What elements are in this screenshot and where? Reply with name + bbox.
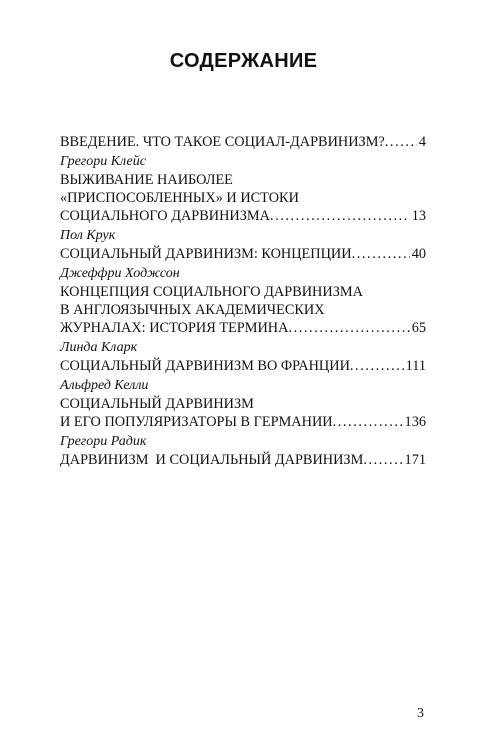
- toc-entry-title: СОЦИАЛЬНЫЙ ДАРВИНИЗМ: [60, 396, 254, 412]
- toc-author: Грегори Клейс: [60, 154, 146, 169]
- toc-page-number: 13: [411, 208, 426, 224]
- toc-author: Пол Крук: [60, 228, 116, 243]
- dot-leader: [385, 133, 417, 151]
- toc-page-number: 40: [411, 246, 426, 262]
- toc-entry: [60, 265, 426, 337]
- toc-page-number: 171: [404, 452, 426, 468]
- page-number: 3: [417, 706, 424, 721]
- dot-leader: [333, 413, 403, 431]
- toc-entry: [60, 339, 426, 375]
- toc-entry-title: «ПРИСПОСОБЛЕННЫХ» И ИСТОКИ: [60, 190, 299, 206]
- toc-entry-title: СОЦИАЛЬНОГО ДАРВИНИЗМА: [60, 208, 270, 224]
- toc-entry-title: ВВЕДЕНИЕ. ЧТО ТАКОЕ СОЦИАЛ-ДАРВИНИЗМ?: [60, 134, 385, 150]
- toc-page-number: 4: [418, 134, 426, 150]
- toc-entry-title-line: [60, 357, 426, 375]
- dot-leader: [350, 357, 404, 375]
- toc-page-number: 111: [405, 358, 426, 374]
- toc-author: Линда Кларк: [60, 340, 138, 355]
- toc-author: Джеффри Ходжсон: [60, 266, 180, 281]
- page-title: СОДЕРЖАНИЕ: [169, 50, 318, 72]
- dot-leader: [352, 245, 410, 263]
- toc-entry-title: ЖУРНАЛАХ: ИСТОРИЯ ТЕРМИНА: [60, 320, 289, 336]
- toc-entry-title-line: [60, 133, 426, 151]
- toc-entry-title: И ЕГО ПОПУЛЯРИЗАТОРЫ В ГЕРМАНИИ: [60, 414, 333, 430]
- toc-author: Альфред Келли: [60, 378, 149, 393]
- toc-entry-title: СОЦИАЛЬНЫЙ ДАРВИНИЗМ ВО ФРАНЦИИ: [60, 358, 350, 374]
- toc-entry-title: В АНГЛОЯЗЫЧНЫХ АКАДЕМИЧЕСКИХ: [60, 302, 325, 318]
- toc-entry-title-line: [60, 451, 426, 469]
- toc-entry-title-line: [60, 319, 426, 337]
- toc-entry-title-line: [60, 245, 426, 263]
- toc-entry: [60, 433, 426, 469]
- toc-entry-title: СОЦИАЛЬНЫЙ ДАРВИНИЗМ: КОНЦЕПЦИИ: [60, 246, 352, 262]
- toc-entry-title-line: [60, 207, 426, 225]
- toc-entry-title: ВЫЖИВАНИЕ НАИБОЛЕЕ: [60, 172, 233, 188]
- toc-entry: [60, 153, 426, 225]
- table-of-contents: [60, 133, 426, 471]
- toc-entry: [60, 133, 426, 151]
- toc-entry: [60, 377, 426, 431]
- toc-author: Грегори Радик: [60, 434, 147, 449]
- toc-entry-title: КОНЦЕПЦИЯ СОЦИАЛЬНОГО ДАРВИНИЗМА: [60, 284, 363, 300]
- toc-page-number: 65: [411, 320, 426, 336]
- toc-page-number: 136: [404, 414, 426, 430]
- toc-entry: [60, 227, 426, 263]
- dot-leader: [270, 207, 410, 225]
- toc-entry-title: ДАРВИНИЗМ И СОЦИАЛЬНЫЙ ДАРВИНИЗМ: [60, 452, 364, 468]
- dot-leader: [288, 319, 409, 337]
- toc-entry-title-line: [60, 413, 426, 431]
- dot-leader: [363, 451, 402, 469]
